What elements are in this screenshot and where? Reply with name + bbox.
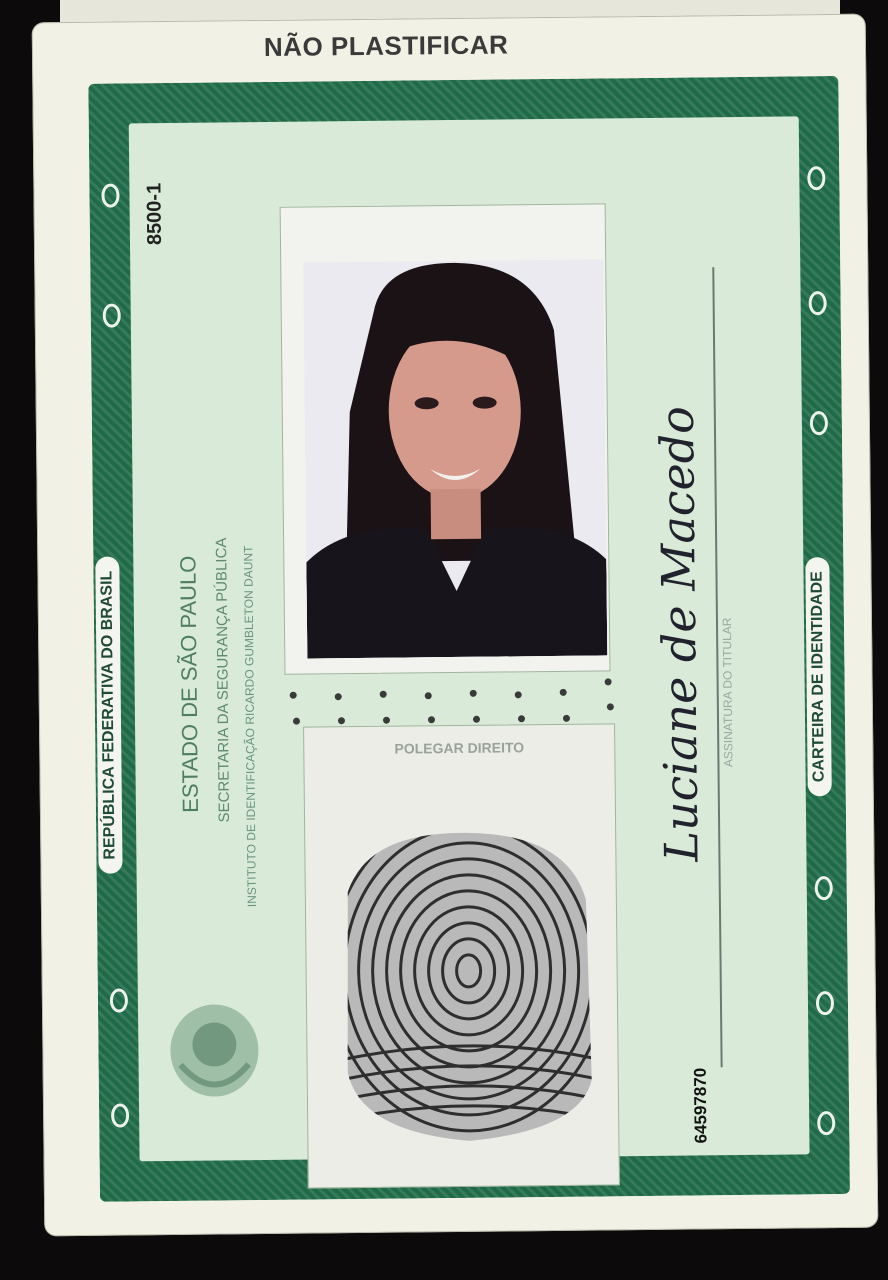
id-number: 64597870 (690, 1067, 711, 1144)
portrait-image (303, 259, 607, 658)
perforation-dot (515, 691, 522, 698)
card-face (129, 116, 810, 1161)
border-ring-icon (809, 291, 827, 315)
perforation-dot (470, 690, 477, 697)
holder-signature: Luciane de Macedo (649, 405, 709, 862)
secretariat-label: SECRETARIA DA SEGURANÇA PÚBLICA (213, 537, 234, 823)
border-ring-icon (816, 991, 834, 1015)
thumb-label: POLEGAR DIREITO (394, 739, 525, 757)
security-border (88, 76, 850, 1202)
perforation-dot (518, 715, 525, 722)
border-ring-icon (817, 1111, 835, 1135)
coat-of-arms-icon (160, 994, 265, 1105)
serial-number: 8500-1 (143, 182, 167, 246)
photo-panel (280, 203, 611, 674)
state-label: ESTADO DE SÃO PAULO (175, 555, 203, 813)
perforation-dot (607, 703, 614, 710)
thumbprint-panel (303, 723, 620, 1188)
identity-card (32, 14, 879, 1237)
fingerprint-icon (327, 830, 600, 1153)
border-ring-icon (807, 166, 825, 190)
border-ring-icon (101, 183, 119, 207)
border-ring-icon (110, 988, 128, 1012)
perforation-dot (428, 716, 435, 723)
country-label: REPÚBLICA FEDERATIVA DO BRASIL (95, 557, 122, 874)
perforation-dot (335, 693, 342, 700)
do-not-laminate-header: NÃO PLASTIFICAR (263, 29, 509, 62)
holder-photo (303, 259, 607, 658)
institute-label: INSTITUTO DE IDENTIFICAÇÃO RICARDO GUMBLETON DAUNT (241, 545, 259, 908)
document-type-label: CARTEIRA DE IDENTIDADE (805, 557, 832, 796)
border-ring-icon (103, 303, 121, 327)
perforation-dot (380, 691, 387, 698)
perforation-dot (560, 689, 567, 696)
border-ring-icon (815, 876, 833, 900)
perforation-dot (290, 692, 297, 699)
perforation-dot (425, 692, 432, 699)
border-ring-icon (810, 411, 828, 435)
perforation-dot (383, 717, 390, 724)
perforation-dot (473, 716, 480, 723)
perforation-dot (293, 718, 300, 725)
perforation-dot (605, 678, 612, 685)
border-ring-icon (111, 1103, 129, 1127)
signature-caption: ASSINATURA DO TITULAR (719, 617, 736, 768)
perforation-dot (563, 715, 570, 722)
perforation-dot (338, 717, 345, 724)
